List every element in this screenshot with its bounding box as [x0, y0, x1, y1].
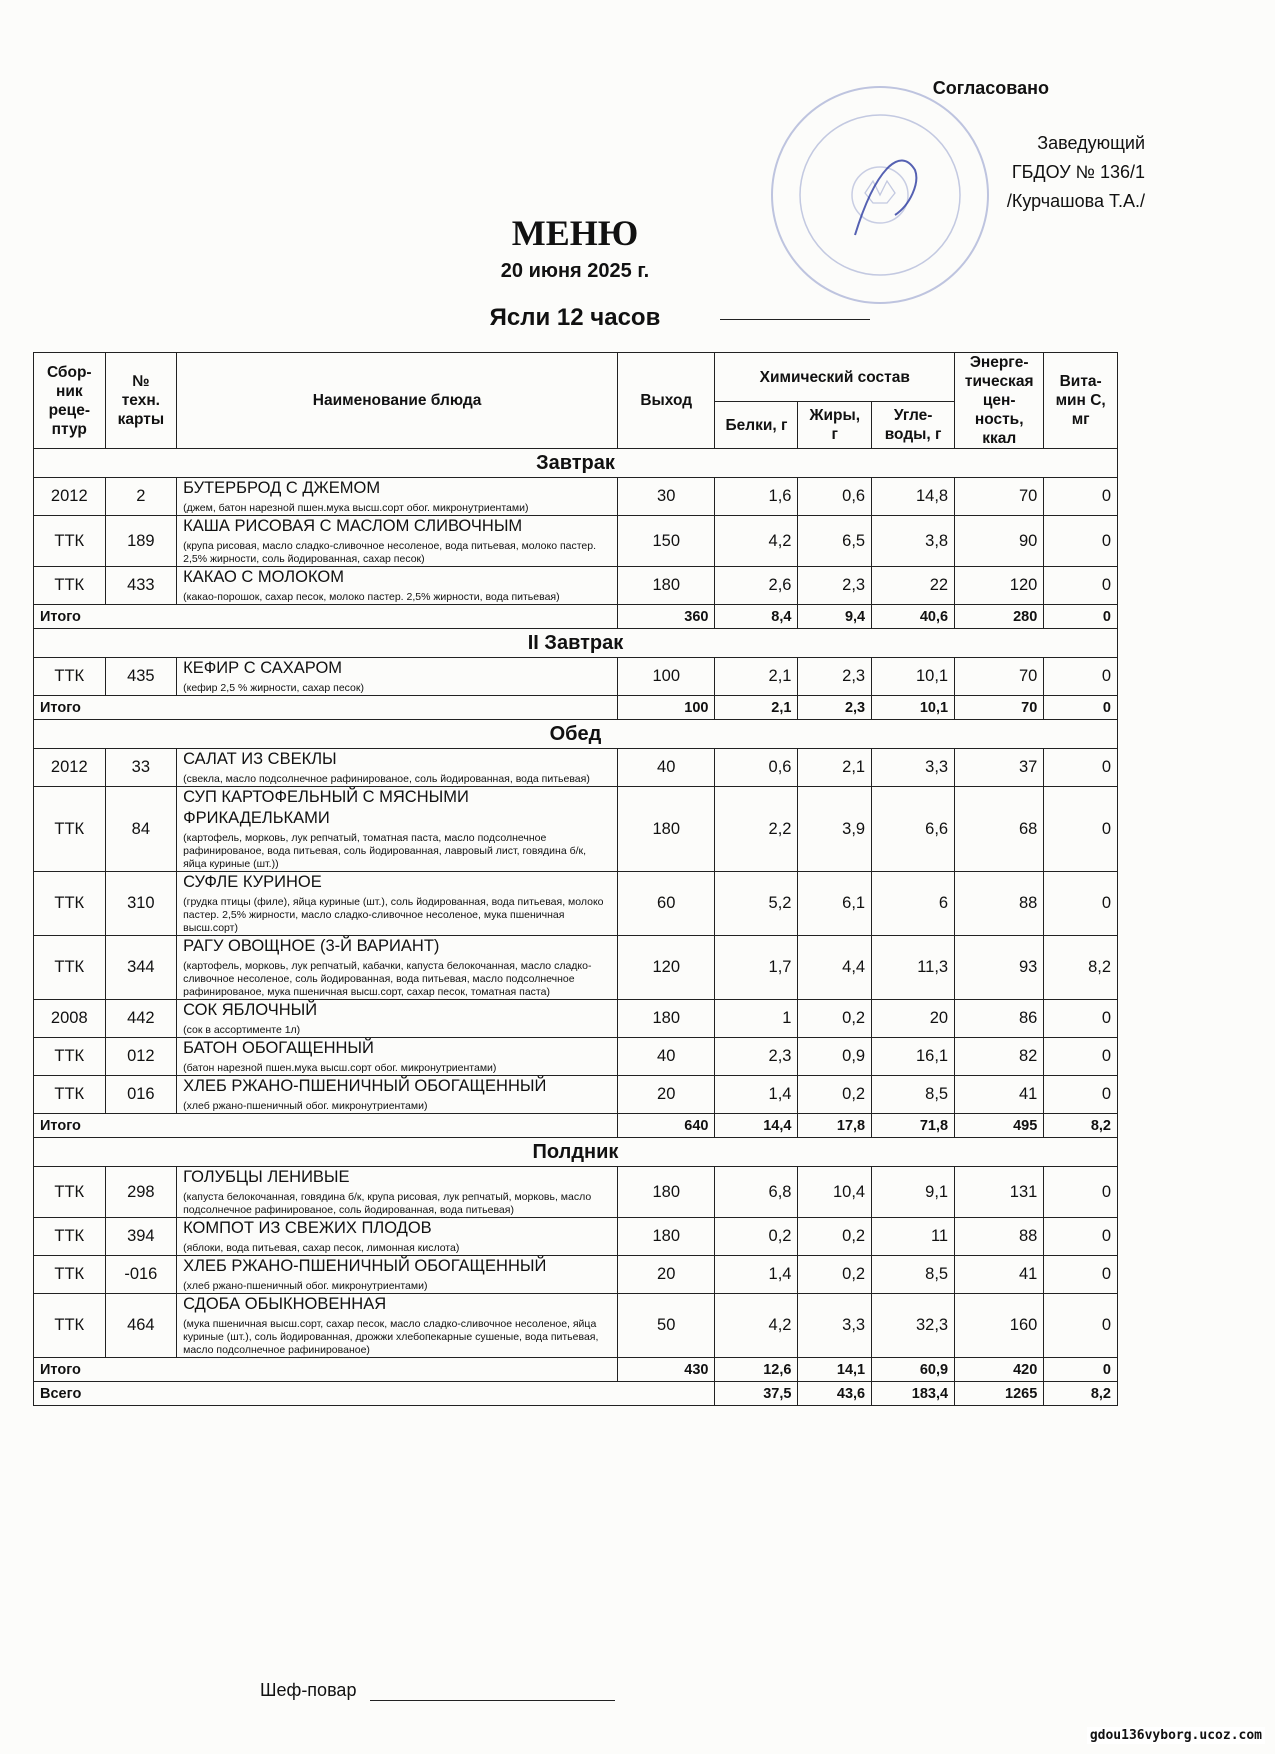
vitc-cell: 0	[1044, 516, 1118, 567]
protein-cell: 0,6	[715, 749, 798, 787]
header-protein: Белки, г	[715, 402, 798, 449]
vitc-cell: 0	[1044, 1218, 1118, 1256]
vitc-cell: 0	[1044, 1076, 1118, 1114]
menu-date: 20 июня 2025 г.	[500, 260, 650, 282]
section-row	[34, 449, 1118, 478]
dish-cell	[177, 1218, 618, 1256]
fat-cell: 0,2	[798, 1000, 872, 1038]
energy-cell: 160	[955, 1294, 1044, 1358]
vitc-cell: 8,2	[1044, 936, 1118, 1000]
header-chem: Химический состав	[715, 353, 955, 402]
fat-cell: 2,3	[798, 567, 872, 605]
section-title: II Завтрак	[34, 629, 1118, 658]
dish-cell	[177, 478, 618, 516]
total-vitc: 0	[1044, 1358, 1118, 1382]
yield-cell: 180	[617, 1000, 715, 1038]
recipe-collection-cell: ТТК	[34, 1294, 106, 1358]
vitc-cell: 0	[1044, 1000, 1118, 1038]
protein-cell: 1,4	[715, 1076, 798, 1114]
carbs-cell: 20	[872, 1000, 955, 1038]
energy-cell: 82	[955, 1038, 1044, 1076]
yield-cell: 180	[617, 1218, 715, 1256]
carbs-cell: 11	[872, 1218, 955, 1256]
table-row	[34, 516, 1118, 567]
dish-ingredients: (картофель, морковь, лук репчатый, кабачки, капуста белокочанная, масло сладко-сливочное несоленое, соль йодированная, вода питьевая, масло подсолнечное рафинированое, мука пшеничная высш.сорт, сахар песок, томатная паста)	[183, 960, 592, 998]
fat-cell: 0,2	[798, 1076, 872, 1114]
group-name: Ясли 12 часов	[489, 304, 661, 331]
dish-ingredients: (хлеб ржано-пшеничный обог. микронутриентами)	[183, 1100, 428, 1112]
chef-signature-line	[370, 1700, 615, 1701]
recipe-collection-cell: ТТК	[34, 567, 106, 605]
tech-card-cell: 84	[105, 787, 177, 872]
dish-ingredients: (джем, батон нарезной пшен.мука высш.сорт обог. микронутриентами)	[183, 502, 529, 514]
section-title: Обед	[34, 720, 1118, 749]
energy-cell: 41	[955, 1256, 1044, 1294]
vitc-cell: 0	[1044, 1038, 1118, 1076]
total-protein: 2,1	[715, 696, 798, 720]
section-row	[34, 1138, 1118, 1167]
yield-cell: 180	[617, 567, 715, 605]
tech-card-cell: 33	[105, 749, 177, 787]
tech-card-cell: 344	[105, 936, 177, 1000]
vitc-cell: 0	[1044, 749, 1118, 787]
total-carbs: 60,9	[872, 1358, 955, 1382]
menu-table	[33, 352, 1118, 1406]
carbs-cell: 10,1	[872, 658, 955, 696]
table-row	[34, 1218, 1118, 1256]
fat-cell: 10,4	[798, 1167, 872, 1218]
recipe-collection-cell: ТТК	[34, 1076, 106, 1114]
approval-position: Заведующий	[1037, 133, 1145, 153]
carbs-cell: 9,1	[872, 1167, 955, 1218]
recipe-collection-cell: ТТК	[34, 658, 106, 696]
energy-cell: 70	[955, 658, 1044, 696]
fat-cell: 6,1	[798, 872, 872, 936]
fat-cell: 0,6	[798, 478, 872, 516]
menu-body	[34, 449, 1118, 1406]
tech-card-cell: 435	[105, 658, 177, 696]
total-label: Итого	[34, 696, 618, 720]
total-energy: 70	[955, 696, 1044, 720]
total-protein: 12,6	[715, 1358, 798, 1382]
dish-cell	[177, 1167, 618, 1218]
dish-name: КЕФИР С САХАРОМ	[183, 659, 343, 677]
header-carbs: Угле-воды, г	[872, 402, 955, 449]
dish-ingredients: (какао-порошок, сахар песок, молоко пастер. 2,5% жирности, вода питьевая)	[183, 591, 560, 603]
total-vitc: 0	[1044, 605, 1118, 629]
total-label: Итого	[34, 605, 618, 629]
tech-card-cell: 012	[105, 1038, 177, 1076]
carbs-cell: 16,1	[872, 1038, 955, 1076]
recipe-collection-cell: 2012	[34, 478, 106, 516]
carbs-cell: 8,5	[872, 1256, 955, 1294]
grand-total-vitc: 8,2	[1044, 1382, 1118, 1406]
header-yield: Выход	[617, 353, 715, 449]
yield-cell: 30	[617, 478, 715, 516]
dish-cell	[177, 936, 618, 1000]
vitc-cell: 0	[1044, 478, 1118, 516]
header-collection: Сбор-ник реце-птур	[34, 353, 106, 449]
protein-cell: 0,2	[715, 1218, 798, 1256]
fat-cell: 6,5	[798, 516, 872, 567]
energy-cell: 120	[955, 567, 1044, 605]
carbs-cell: 32,3	[872, 1294, 955, 1358]
tech-card-cell: 2	[105, 478, 177, 516]
carbs-cell: 6	[872, 872, 955, 936]
energy-cell: 93	[955, 936, 1044, 1000]
total-fat: 14,1	[798, 1358, 872, 1382]
approval-name: /Курчашова Т.А./	[1006, 191, 1145, 211]
section-row	[34, 629, 1118, 658]
total-energy: 495	[955, 1114, 1044, 1138]
protein-cell: 4,2	[715, 516, 798, 567]
table-row	[34, 567, 1118, 605]
header-dish: Наименование блюда	[177, 353, 618, 449]
energy-cell: 37	[955, 749, 1044, 787]
yield-cell: 40	[617, 1038, 715, 1076]
tech-card-cell: 298	[105, 1167, 177, 1218]
dish-cell	[177, 658, 618, 696]
energy-cell: 88	[955, 872, 1044, 936]
table-row	[34, 936, 1118, 1000]
tech-card-cell: -016	[105, 1256, 177, 1294]
vitc-cell: 0	[1044, 872, 1118, 936]
section-title: Полдник	[34, 1138, 1118, 1167]
tech-card-cell: 310	[105, 872, 177, 936]
tech-card-cell: 016	[105, 1076, 177, 1114]
dish-cell	[177, 872, 618, 936]
yield-cell: 20	[617, 1076, 715, 1114]
total-fat: 9,4	[798, 605, 872, 629]
energy-cell: 41	[955, 1076, 1044, 1114]
protein-cell: 2,2	[715, 787, 798, 872]
dish-name: ХЛЕБ РЖАНО-ПШЕНИЧНЫЙ ОБОГАЩЕННЫЙ	[183, 1077, 547, 1095]
dish-name: КАКАО С МОЛОКОМ	[183, 568, 344, 586]
total-label: Итого	[34, 1358, 618, 1382]
yield-cell: 150	[617, 516, 715, 567]
approval-agreed: Согласовано	[932, 78, 1049, 98]
dish-name: СОК ЯБЛОЧНЫЙ	[183, 1001, 318, 1019]
protein-cell: 4,2	[715, 1294, 798, 1358]
dish-name: ГОЛУБЦЫ ЛЕНИВЫЕ	[183, 1168, 350, 1186]
dish-name: СУФЛЕ КУРИНОЕ	[183, 873, 322, 891]
recipe-collection-cell: ТТК	[34, 787, 106, 872]
recipe-collection-cell: ТТК	[34, 872, 106, 936]
dish-name: САЛАТ ИЗ СВЕКЛЫ	[183, 750, 337, 768]
total-vitc: 0	[1044, 696, 1118, 720]
total-yield: 100	[617, 696, 715, 720]
energy-cell: 70	[955, 478, 1044, 516]
vitc-cell: 0	[1044, 567, 1118, 605]
vitc-cell: 0	[1044, 1256, 1118, 1294]
table-row	[34, 1076, 1118, 1114]
grand-total-fat: 43,6	[798, 1382, 872, 1406]
dish-ingredients: (капуста белокочанная, говядина б/к, крупа рисовая, лук репчатый, морковь, масло подсолнечное рафинированое, соль йодированная, вода питьевая)	[183, 1191, 592, 1216]
dish-ingredients: (кефир 2,5 % жирности, сахар песок)	[183, 682, 364, 694]
grand-total-row	[34, 1382, 1118, 1406]
energy-cell: 131	[955, 1167, 1044, 1218]
fat-cell: 0,2	[798, 1218, 872, 1256]
tech-card-cell: 394	[105, 1218, 177, 1256]
watermark: gdou136vyborg.ucoz.com	[1087, 1727, 1265, 1744]
dish-name: БУТЕРБРОД С ДЖЕМОМ	[183, 479, 381, 497]
table-row	[34, 1167, 1118, 1218]
total-row	[34, 1358, 1118, 1382]
recipe-collection-cell: 2008	[34, 1000, 106, 1038]
dish-ingredients: (свекла, масло подсолнечное рафинированое, соль йодированная, вода питьевая)	[183, 773, 590, 785]
dish-ingredients: (крупа рисовая, масло сладко-сливочное несоленое, вода питьевая, молоко пастер. 2,5% жирности, соль йодированная, сахар песок)	[183, 540, 597, 565]
vitc-cell: 0	[1044, 787, 1118, 872]
dish-cell	[177, 567, 618, 605]
tech-card-cell: 464	[105, 1294, 177, 1358]
total-carbs: 40,6	[872, 605, 955, 629]
table-row	[34, 787, 1118, 872]
protein-cell: 6,8	[715, 1167, 798, 1218]
dish-ingredients: (картофель, морковь, лук репчатый, томатная паста, масло подсолнечное рафинированое, вода питьевая, соль йодированная, лавровый лист, говядина б/к, яйца куриные (шт.))	[183, 832, 587, 870]
carbs-cell: 22	[872, 567, 955, 605]
fat-cell: 0,2	[798, 1256, 872, 1294]
grand-total-carbs: 183,4	[872, 1382, 955, 1406]
section-row	[34, 720, 1118, 749]
total-fat: 2,3	[798, 696, 872, 720]
total-row	[34, 1114, 1118, 1138]
yield-cell: 100	[617, 658, 715, 696]
fat-cell: 4,4	[798, 936, 872, 1000]
protein-cell: 2,6	[715, 567, 798, 605]
total-energy: 280	[955, 605, 1044, 629]
protein-cell: 1	[715, 1000, 798, 1038]
chef-label: Шеф-повар	[260, 1680, 357, 1700]
protein-cell: 2,3	[715, 1038, 798, 1076]
fat-cell: 3,3	[798, 1294, 872, 1358]
fat-cell: 2,1	[798, 749, 872, 787]
total-carbs: 10,1	[872, 696, 955, 720]
recipe-collection-cell: ТТК	[34, 1167, 106, 1218]
fat-cell: 2,3	[798, 658, 872, 696]
protein-cell: 1,6	[715, 478, 798, 516]
header-vitc: Вита-мин С, мг	[1044, 353, 1118, 449]
dish-cell	[177, 749, 618, 787]
approval-org: ГБДОУ № 136/1	[1011, 162, 1145, 182]
table-row	[34, 1294, 1118, 1358]
dish-ingredients: (батон нарезной пшен.мука высш.сорт обог. микронутриентами)	[183, 1062, 497, 1074]
recipe-collection-cell: ТТК	[34, 1218, 106, 1256]
carbs-cell: 3,3	[872, 749, 955, 787]
grand-total-protein: 37,5	[715, 1382, 798, 1406]
protein-cell: 1,7	[715, 936, 798, 1000]
energy-cell: 68	[955, 787, 1044, 872]
protein-cell: 1,4	[715, 1256, 798, 1294]
total-energy: 420	[955, 1358, 1044, 1382]
section-title: Завтрак	[34, 449, 1118, 478]
dish-name: РАГУ ОВОЩНОЕ (3-Й ВАРИАНТ)	[183, 937, 440, 955]
fat-cell: 3,9	[798, 787, 872, 872]
dish-cell	[177, 1000, 618, 1038]
dish-ingredients: (яблоки, вода питьевая, сахар песок, лимонная кислота)	[183, 1242, 460, 1254]
dish-name: БАТОН ОБОГАЩЕННЫЙ	[183, 1039, 374, 1057]
vitc-cell: 0	[1044, 658, 1118, 696]
yield-cell: 120	[617, 936, 715, 1000]
energy-cell: 86	[955, 1000, 1044, 1038]
yield-cell: 180	[617, 787, 715, 872]
recipe-collection-cell: 2012	[34, 749, 106, 787]
dish-name: КОМПОТ ИЗ СВЕЖИХ ПЛОДОВ	[183, 1219, 432, 1237]
total-fat: 17,8	[798, 1114, 872, 1138]
carbs-cell: 14,8	[872, 478, 955, 516]
yield-cell: 20	[617, 1256, 715, 1294]
tech-card-cell: 442	[105, 1000, 177, 1038]
total-row	[34, 696, 1118, 720]
recipe-collection-cell: ТТК	[34, 1256, 106, 1294]
page-title: МЕНЮ	[511, 213, 639, 253]
protein-cell: 5,2	[715, 872, 798, 936]
total-protein: 14,4	[715, 1114, 798, 1138]
dish-cell	[177, 1256, 618, 1294]
dish-cell	[177, 787, 618, 872]
dish-name: СУП КАРТОФЕЛЬНЫЙ С МЯСНЫМИ ФРИКАДЕЛЬКАМИ	[183, 788, 469, 827]
yield-cell: 50	[617, 1294, 715, 1358]
table-row	[34, 1038, 1118, 1076]
header-fat: Жиры, г	[798, 402, 872, 449]
yield-cell: 40	[617, 749, 715, 787]
total-protein: 8,4	[715, 605, 798, 629]
total-label: Итого	[34, 1114, 618, 1138]
total-yield: 430	[617, 1358, 715, 1382]
tech-card-cell: 189	[105, 516, 177, 567]
table-row	[34, 1000, 1118, 1038]
dish-ingredients: (мука пшеничная высш.сорт, сахар песок, масло сладко-сливочное несоленое, яйца куриные (шт.), соль йодированная, дрожжи хлебопекарные сушеные, вода питьевая, масло подсолнечное рафинированое)	[183, 1318, 599, 1356]
header-card: № техн. карты	[105, 353, 177, 449]
recipe-collection-cell: ТТК	[34, 516, 106, 567]
total-yield: 360	[617, 605, 715, 629]
dish-cell	[177, 1076, 618, 1114]
vitc-cell: 0	[1044, 1167, 1118, 1218]
yield-cell: 60	[617, 872, 715, 936]
energy-cell: 88	[955, 1218, 1044, 1256]
table-row	[34, 478, 1118, 516]
dish-ingredients: (хлеб ржано-пшеничный обог. микронутриентами)	[183, 1280, 428, 1292]
grand-total-label: Всего	[34, 1382, 715, 1406]
recipe-collection-cell: ТТК	[34, 936, 106, 1000]
dish-cell	[177, 1294, 618, 1358]
grand-total-energy: 1265	[955, 1382, 1044, 1406]
total-row	[34, 605, 1118, 629]
carbs-cell: 6,6	[872, 787, 955, 872]
table-row	[34, 658, 1118, 696]
table-row	[34, 1256, 1118, 1294]
header-energy: Энерге-тическая цен-ность, ккал	[955, 353, 1044, 449]
tech-card-cell: 433	[105, 567, 177, 605]
total-vitc: 8,2	[1044, 1114, 1118, 1138]
dish-ingredients: (грудка птицы (филе), яйца куриные (шт.), соль йодированная, вода питьевая, молоко пастер. 2,5% жирности, масло сладко-сливочное несоленое, мука пшеничная высш.сорт)	[183, 896, 604, 934]
recipe-collection-cell: ТТК	[34, 1038, 106, 1076]
total-carbs: 71,8	[872, 1114, 955, 1138]
dish-name: СДОБА ОБЫКНОВЕННАЯ	[183, 1295, 387, 1313]
carbs-cell: 3,8	[872, 516, 955, 567]
dish-name: ХЛЕБ РЖАНО-ПШЕНИЧНЫЙ ОБОГАЩЕННЫЙ	[183, 1257, 547, 1275]
dish-name: КАША РИСОВАЯ С МАСЛОМ СЛИВОЧНЫМ	[183, 517, 523, 535]
dish-cell	[177, 516, 618, 567]
carbs-cell: 11,3	[872, 936, 955, 1000]
fat-cell: 0,9	[798, 1038, 872, 1076]
vitc-cell: 0	[1044, 1294, 1118, 1358]
energy-cell: 90	[955, 516, 1044, 567]
table-row	[34, 749, 1118, 787]
dish-ingredients: (сок в ассортименте 1л)	[183, 1024, 301, 1036]
yield-cell: 180	[617, 1167, 715, 1218]
protein-cell: 2,1	[715, 658, 798, 696]
total-yield: 640	[617, 1114, 715, 1138]
dish-cell	[177, 1038, 618, 1076]
carbs-cell: 8,5	[872, 1076, 955, 1114]
table-row	[34, 872, 1118, 936]
